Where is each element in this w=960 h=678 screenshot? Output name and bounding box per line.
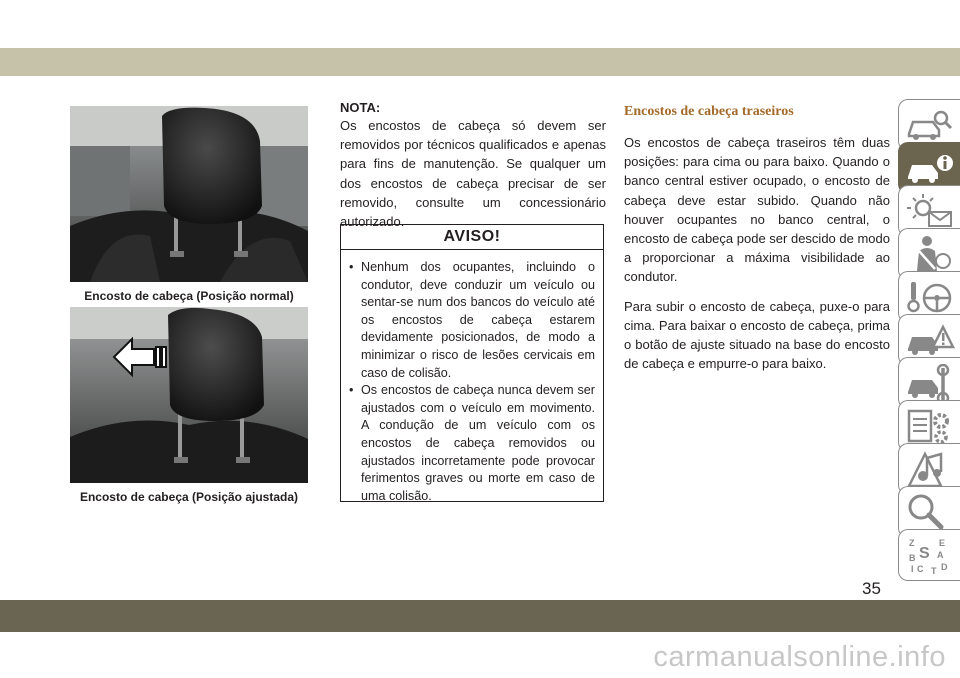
section-title: Encostos de cabeça traseiros: [624, 104, 794, 119]
checklist-gear-icon: [905, 407, 955, 447]
note-section: [340, 100, 606, 231]
warning-item: • Os encostos de cabeça nunca devem ser ajustados com o veículo em movimento. A condução de um veículo com os encostos de cabeça removidos ou ajustados incorretamente pode provocar ferimentos graves ou morte em caso de uma colisão.: [361, 382, 595, 505]
index-letter: S: [919, 545, 930, 562]
music-nav-icon: [905, 450, 955, 490]
person-seatbelt-icon: [905, 235, 955, 275]
headrest-normal-photo: [70, 106, 308, 282]
top-band: [0, 48, 960, 76]
tab-alphabet-index[interactable]: [898, 529, 960, 581]
index-letter: C: [917, 564, 924, 574]
index-letter: B: [909, 553, 916, 563]
headrest-adjusted-photo: [70, 307, 308, 483]
rear-paragraph-1: Os encostos de cabeça traseiros têm duas posições: para cima ou para baixo. Quando o banco central estiver ocupado, o encosto de cabeça deve estar subido. Quando não houver ocupantes no banco central, o encosto de cabeça pode ser descido de modo a proporcionar a máxima visibilidade ao condutor.: [624, 135, 890, 285]
index-letter: I: [911, 564, 914, 574]
car-info-icon: [905, 149, 955, 189]
car-magnifier-icon: [905, 106, 955, 146]
magnifier-icon: [905, 493, 955, 533]
bottom-band: [0, 600, 960, 632]
note-title: NOTA:: [340, 100, 381, 115]
note-text: Os encostos de cabeça só devem ser removidos por técnicos qualificados e apenas para fins de manutenção. Se qualquer um dos encostos de cabeça precisar de ser removido, consulte um concessionário autorizado.: [340, 118, 606, 230]
warning-item: • Nenhum dos ocupantes, incluindo o condutor, deve conduzir um veículo ou sentar-se num dos bancos do veículo até os encostos de cabeça estarem devidamente posicionados, de modo a minimizar o risco de lesões cervicais em caso de colisão.: [361, 259, 595, 382]
index-letter: Z: [909, 538, 915, 548]
headrest-normal-caption: Encosto de cabeça (Posição normal): [84, 289, 294, 303]
steering-wheel-icon: [905, 278, 955, 318]
car-warning-triangle-icon: [905, 321, 955, 361]
headrest-adjusted-caption: Encosto de cabeça (Posição ajustada): [79, 490, 299, 504]
page-number: 35: [862, 579, 881, 598]
index-letter: A: [937, 550, 944, 560]
rear-paragraph-2: Para subir o encosto de cabeça, puxe-o para cima. Para baixar o encosto de cabeça, prima o botão de ajuste situado na base do encosto de cabeça e empurre-o para baixo.: [624, 298, 890, 372]
rear-headrests-section: [624, 103, 890, 383]
warning-lights-icon: [905, 192, 955, 232]
warning-title: AVISO!: [341, 225, 603, 250]
warning-list: [341, 250, 603, 505]
index-letter: T: [931, 566, 937, 576]
index-letter: D: [941, 562, 948, 572]
car-wrench-icon: [905, 364, 955, 404]
alphabet-index-icon: [905, 536, 955, 576]
index-letter: E: [939, 538, 946, 548]
warning-box: [340, 224, 604, 502]
watermark: carmanualsonline.info: [653, 641, 946, 673]
